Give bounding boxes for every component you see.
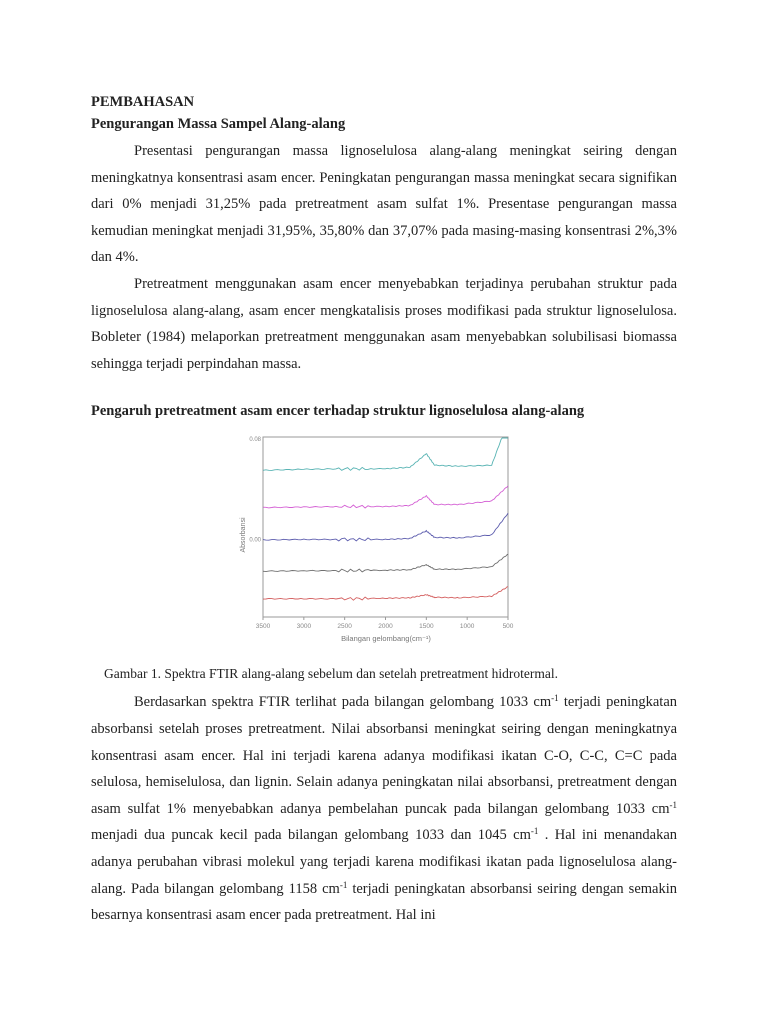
document-page — [91, 92, 677, 929]
x-axis-label: Bilangan gelombang(cm⁻¹) — [341, 634, 431, 644]
plot-frame — [263, 437, 508, 617]
paragraph: Pretreatment menggunakan asam encer menyebabkan terjadinya perubahan struktur pada lignoselulosa alang-alang, asam encer mengkatalisis proses modifikasi pada struktur lignoselulosa. Bobleter (1984) melaporkan pretreatment menggunakan asam menyebabkan solubilisasi biomassa sehingga terjadi perpindahan massa. — [91, 275, 677, 372]
x-tick-label: 3500 — [255, 623, 271, 631]
x-tick-label: 2500 — [337, 623, 352, 631]
x-tick-label: 1500 — [419, 623, 434, 631]
y-tick-label: 0.08 — [249, 437, 261, 444]
figure-caption: Gambar 1. Spektra FTIR alang-alang sebelum dan setelah pretreatment hidrotermal. — [104, 666, 558, 682]
y-tick-label: 0.00 — [249, 537, 261, 544]
x-tick-label: 1000 — [459, 623, 475, 631]
subsection-heading: Pengaruh pretreatment asam encer terhadap struktur lignoselulosa alang-alang — [91, 403, 585, 420]
subsection-heading: Pengurangan Massa Sampel Alang-alang — [91, 116, 346, 132]
y-axis-label: Absorbansi — [240, 517, 247, 553]
x-tick-label: 500 — [502, 623, 514, 631]
x-tick-label: 3000 — [296, 623, 312, 631]
paragraph: Berdasarkan spektra FTIR terlihat pada bilangan gelombang 1033 $cm^{-1}$ terjadi peningkatan absorbansi setelah proses pretreatment. Nilai absorbansi meningkat seiring dengan meningkatnya konsentrasi asam encer. Hal ini terjadi karena adanya modifikasi ikatan C-O, C-C, C=C pada selulosa, hemiselulosa, dan lignin. Selain adanya peningkatan nilai absorbansi, pretreatment dengan asam sulfat 1% menyebabkan adanya pembelahan puncak pada bilangan gelombang 1033 $cm^{-1}$ menjadi dua puncak kecil pada bilangan gelombang 1033 dan 1045 $cm^{-1}$ . Hal ini menandakan adanya perubahan vibrasi molekul yang terjadi karena modifikasi ikatan pada lignoselulosa alang-alang. Pada bilangan gelombang 1158 $cm^{-1}$ terjadi peningkatan absorbansi seiring dengan semakin besarnya konsentrasi asam encer pada pretreatment. Hal ini — [91, 693, 678, 924]
paragraph: Presentasi pengurangan massa lignoselulosa alang-alang meningkat seiring dengan meningkatnya konsentrasi asam encer. Peningkatan pengurangan massa meningkat secara signifikan dari 0% menjadi 31,25% pada pretreatment asam sulfat 1%. Presentase pengurangan massa kemudian meningkat menjadi 31,95%, 35,80% dan 37,07% pada masing-masing konsentrasi 2%,3% dan 4%. — [91, 143, 677, 266]
section-heading: PEMBAHASAN — [91, 94, 195, 110]
ftir-figure — [91, 425, 677, 661]
x-tick-label: 2000 — [378, 623, 393, 631]
ftir-chart — [231, 425, 521, 661]
